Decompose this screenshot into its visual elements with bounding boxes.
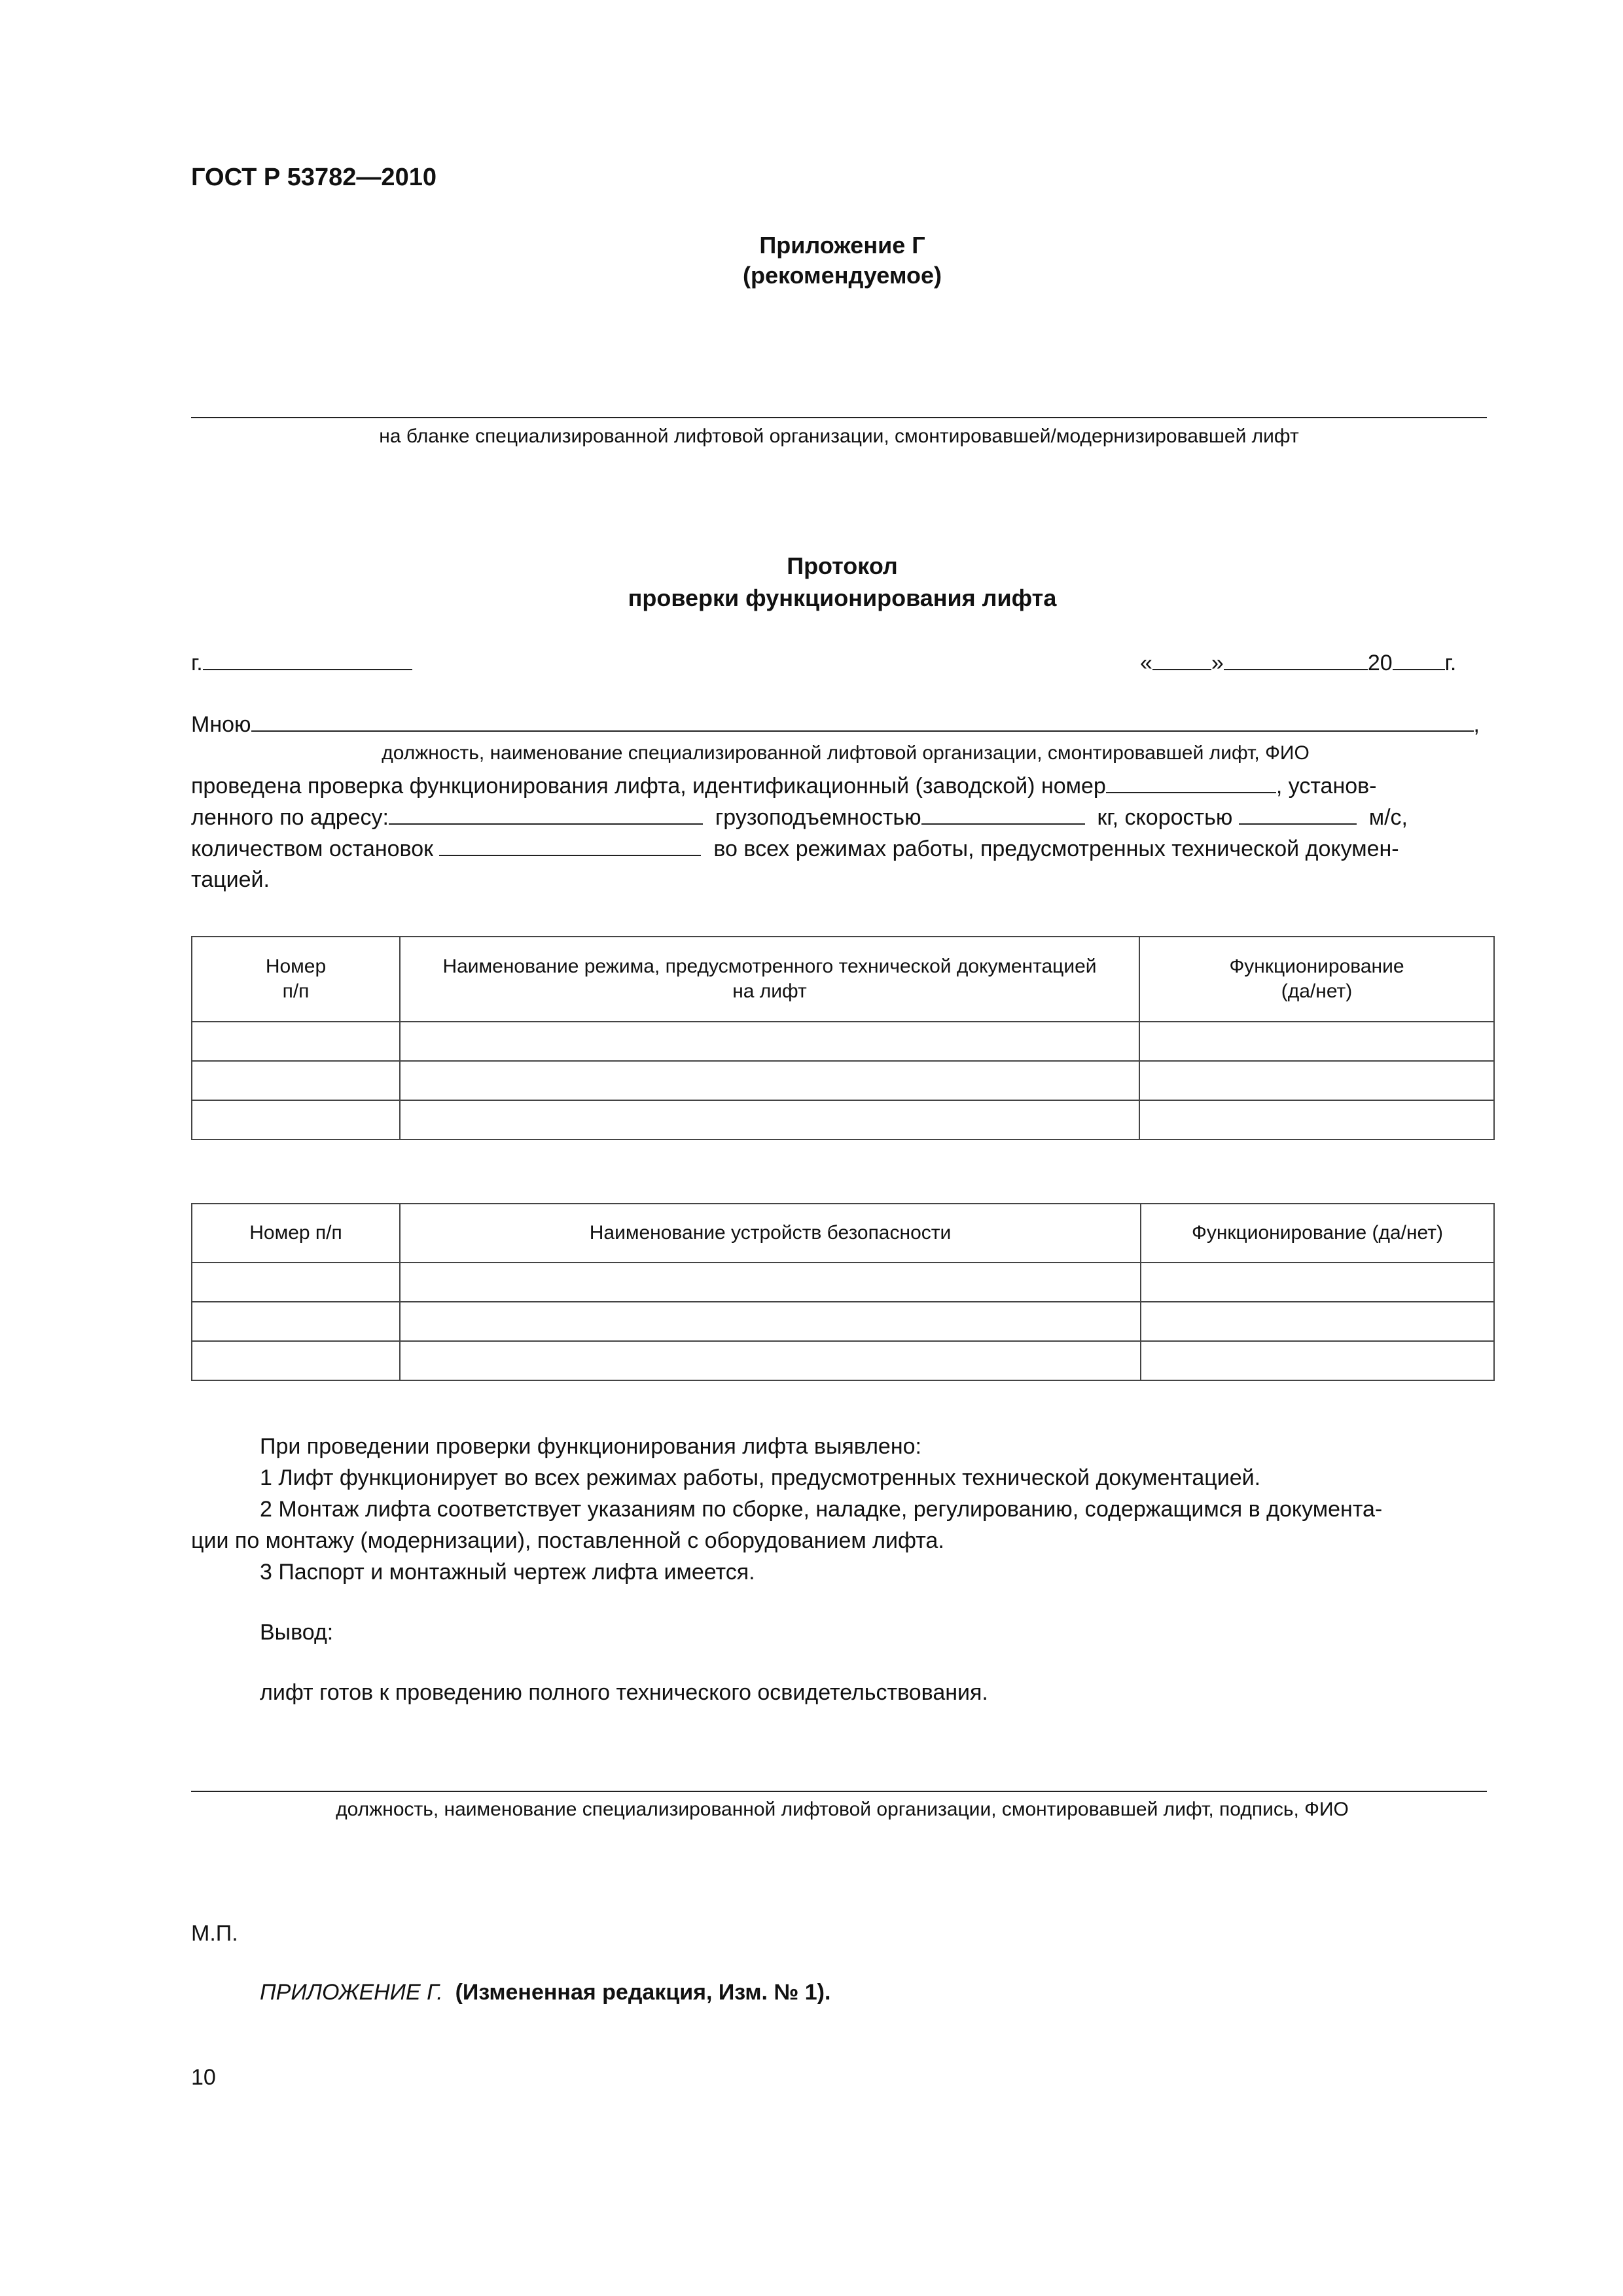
table-row — [192, 1061, 1494, 1100]
address-blank[interactable] — [389, 801, 703, 825]
city-field — [191, 647, 412, 679]
table-cell[interactable] — [400, 1100, 1139, 1139]
quote-close: » — [1211, 651, 1224, 675]
table-cell[interactable] — [192, 1341, 400, 1380]
quote-open: « — [1140, 651, 1152, 675]
findings-intro: При проведении проверки функционирования лифта выявлено: — [260, 1434, 921, 1459]
footnote-italic: ПРИЛОЖЕНИЕ Г. — [260, 1980, 443, 2005]
table-cell[interactable] — [192, 1061, 400, 1100]
stamp-label: М.П. — [191, 1921, 238, 1946]
protocol-subtitle: проверки функционирования лифта — [628, 584, 1057, 611]
table-row — [192, 1302, 1494, 1341]
protocol-title: Протокол — [787, 552, 898, 579]
conclusion-text: лифт готов к проведению полного технического освидетельствования. — [260, 1680, 988, 1705]
finding-item-1: 1 Лифт функционирует во всех режимах работы, предусмотренных технической документацией. — [260, 1465, 1261, 1490]
table-cell[interactable] — [400, 1302, 1141, 1341]
table-row — [192, 1341, 1494, 1380]
col-function-header: Функционирование (да/нет) — [1139, 937, 1494, 1022]
safety-devices-table — [191, 1203, 1495, 1381]
finding-item-3: 3 Паспорт и монтажный чертеж лифта имеется. — [260, 1560, 755, 1585]
performer-label: Мною — [191, 712, 251, 737]
table-cell[interactable] — [192, 1263, 400, 1302]
performer-blank[interactable] — [251, 708, 1474, 732]
col-device-header: Наименование устройств безопасности — [400, 1204, 1141, 1263]
table-cell[interactable] — [1139, 1100, 1494, 1139]
body-line-2: ленного по адресу: грузоподъемностью кг, скоростью м/с, — [191, 801, 1408, 833]
serial-number-blank[interactable] — [1106, 770, 1276, 793]
table-row — [192, 1100, 1494, 1139]
speed-blank[interactable] — [1239, 801, 1357, 825]
year-prefix: 20 — [1367, 651, 1393, 675]
col-function-header: Функционирование (да/нет) — [1141, 1204, 1494, 1263]
col-number-header: Номер п/п — [192, 1204, 400, 1263]
table-cell[interactable] — [1141, 1302, 1494, 1341]
city-blank[interactable] — [203, 647, 412, 670]
capacity-blank[interactable] — [921, 801, 1085, 825]
signature-line — [191, 1791, 1487, 1792]
table-row — [192, 1022, 1494, 1061]
page-number: 10 — [191, 2065, 216, 2090]
letterhead-caption: на бланке специализированной лифтовой организации, смонтировавшей/модернизировавшей лифт — [379, 425, 1299, 447]
body-line-3: количеством остановок во всех режимах работы, предусмотренных технической докумен- — [191, 833, 1399, 865]
year-suffix: г. — [1444, 651, 1457, 675]
footnote-bold: (Измененная редакция, Изм. № 1). — [455, 1980, 831, 2005]
table-cell[interactable] — [400, 1263, 1141, 1302]
appendix-subtitle: (рекомендуемое) — [743, 262, 942, 289]
table-cell[interactable] — [400, 1341, 1141, 1380]
table-cell[interactable] — [1141, 1341, 1494, 1380]
col-number-header: Номер п/п — [192, 937, 400, 1022]
performer-caption: должность, наименование специализированной лифтовой организации, смонтировавшей лифт, ФИО — [382, 742, 1310, 764]
document-code: ГОСТ Р 53782—2010 — [191, 164, 437, 191]
table-cell[interactable] — [1139, 1061, 1494, 1100]
body-line-4: тацией. — [191, 867, 270, 892]
finding-item-2-cont: ции по монтажу (модернизации), поставленной с оборудованием лифта. — [191, 1528, 944, 1553]
safety-table-header — [192, 1204, 1494, 1263]
city-prefix: г. — [191, 651, 203, 675]
table-cell[interactable] — [192, 1100, 400, 1139]
signature-caption: должность, наименование специализированной лифтовой организации, смонтировавшей лифт, подпись, ФИО — [336, 1799, 1349, 1820]
table-cell[interactable] — [1141, 1263, 1494, 1302]
table-cell[interactable] — [192, 1022, 400, 1061]
year-blank[interactable] — [1393, 647, 1445, 670]
table-cell[interactable] — [400, 1061, 1139, 1100]
date-field — [1140, 647, 1456, 679]
table-row — [192, 1263, 1494, 1302]
table-cell[interactable] — [192, 1302, 400, 1341]
modes-table-header — [192, 937, 1494, 1022]
performer-comma: , — [1473, 712, 1480, 737]
finding-item-2: 2 Монтаж лифта соответствует указаниям по сборке, наладке, регулированию, содержащимся в документа- — [260, 1497, 1383, 1522]
stops-blank[interactable] — [439, 833, 701, 856]
body-line-1: проведена проверка функционирования лифта, идентификационный (заводской) номер , установ- — [191, 770, 1377, 802]
appendix-title: Приложение Г — [759, 232, 925, 259]
footnote — [260, 1977, 830, 2008]
table-cell[interactable] — [1139, 1022, 1494, 1061]
letterhead-line — [191, 417, 1487, 418]
day-blank[interactable] — [1152, 647, 1211, 670]
table-cell[interactable] — [400, 1022, 1139, 1061]
conclusion-label: Вывод: — [260, 1620, 334, 1645]
month-blank[interactable] — [1224, 647, 1368, 670]
modes-table — [191, 936, 1495, 1140]
performer-field — [191, 708, 1480, 740]
col-mode-header: Наименование режима, предусмотренного технической документацией на лифт — [400, 937, 1139, 1022]
